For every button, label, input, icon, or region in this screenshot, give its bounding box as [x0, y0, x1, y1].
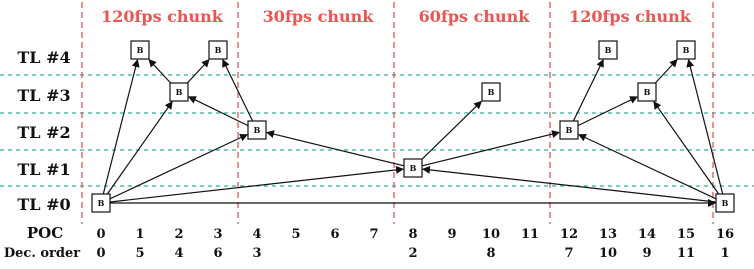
dependency-arrow [689, 60, 723, 194]
frame-node-poc-3 [209, 41, 227, 59]
dependency-arrow [578, 97, 637, 126]
frame-type-label: B [643, 87, 651, 97]
frame-node-poc-14 [638, 83, 656, 101]
dependency-arrow [655, 60, 677, 83]
frame-type-label: B [487, 87, 495, 97]
dec-order-value: 0 [96, 246, 106, 261]
poc-value: 2 [174, 227, 184, 242]
layer-label-tl1: TL #1 [17, 160, 71, 179]
dependency-arrow [189, 97, 248, 126]
frame-type-label: B [136, 45, 144, 55]
frame-node-poc-12 [560, 121, 578, 139]
dependency-arrow [149, 60, 171, 83]
poc-value: 15 [676, 227, 696, 242]
poc-value: 16 [715, 227, 735, 242]
dec-order-value: 10 [598, 246, 618, 261]
dependency-arrow [654, 102, 719, 194]
frame-type-label: B [214, 45, 222, 55]
poc-value: 6 [330, 227, 340, 242]
layer-label-tl4: TL #4 [17, 48, 71, 67]
chunk-label-1: 120fps chunk [101, 7, 223, 26]
dec-order-row-label: Dec. order [3, 246, 81, 261]
frame-type-label: B [253, 125, 261, 135]
frame-type-label: B [721, 198, 729, 208]
dependency-arrow [107, 102, 172, 194]
dec-order-value: 8 [486, 246, 496, 261]
poc-value: 3 [213, 227, 223, 242]
frame-node-poc-2 [170, 83, 188, 101]
poc-value: 0 [96, 227, 106, 242]
dependency-arrow [422, 132, 559, 165]
poc-value: 8 [408, 227, 418, 242]
frame-node-poc-1 [131, 41, 149, 59]
layer-label-tl3: TL #3 [17, 86, 71, 105]
poc-value: 12 [559, 227, 579, 242]
dec-order-value: 3 [252, 246, 262, 261]
layer-label-tl2: TL #2 [17, 123, 71, 142]
frame-nodes [92, 41, 734, 212]
poc-value: 1 [135, 227, 145, 242]
dec-order-value: 9 [642, 246, 652, 261]
dependency-arrow [187, 60, 209, 83]
frame-type-label: B [682, 45, 690, 55]
frame-node-poc-0 [92, 194, 110, 212]
dec-order-value: 1 [720, 246, 730, 261]
dec-order-value: 7 [564, 246, 574, 261]
dependency-edges [103, 60, 722, 203]
chunk-label-4: 120fps chunk [569, 7, 691, 26]
frame-node-poc-10 [482, 83, 500, 101]
frame-type-label: B [175, 87, 183, 97]
poc-value: 7 [369, 227, 379, 242]
frame-node-poc-16 [716, 194, 734, 212]
poc-value: 14 [637, 227, 657, 242]
poc-value: 11 [520, 227, 540, 242]
frame-node-poc-4 [248, 121, 266, 139]
dec-order-value: 4 [174, 246, 184, 261]
dec-order-value: 5 [135, 246, 145, 261]
dependency-arrow [573, 60, 603, 121]
chunk-label-3: 60fps chunk [418, 7, 530, 26]
dec-order-value: 6 [213, 246, 223, 261]
chunk-label-2: 30fps chunk [262, 7, 374, 26]
poc-value: 10 [481, 227, 501, 242]
frame-type-label: B [565, 125, 573, 135]
frame-type-label: B [604, 45, 612, 55]
frame-type-label: B [409, 163, 417, 173]
dec-order-values [96, 246, 729, 261]
layer-label-tl0: TL #0 [17, 195, 71, 214]
frame-node-poc-15 [677, 41, 695, 59]
dec-order-value: 11 [676, 246, 696, 261]
poc-value: 4 [252, 227, 262, 242]
dependency-arrow [103, 60, 137, 194]
poc-values [96, 227, 734, 242]
frame-type-label: B [97, 198, 105, 208]
poc-value: 13 [598, 227, 618, 242]
poc-value: 5 [291, 227, 301, 242]
poc-row-label: POC [26, 224, 64, 242]
frame-node-poc-8 [404, 159, 422, 177]
poc-value: 9 [447, 227, 457, 242]
dec-order-value: 2 [408, 246, 418, 261]
dependency-arrow [267, 132, 404, 165]
dependency-arrow [223, 60, 253, 121]
frame-node-poc-13 [599, 41, 617, 59]
